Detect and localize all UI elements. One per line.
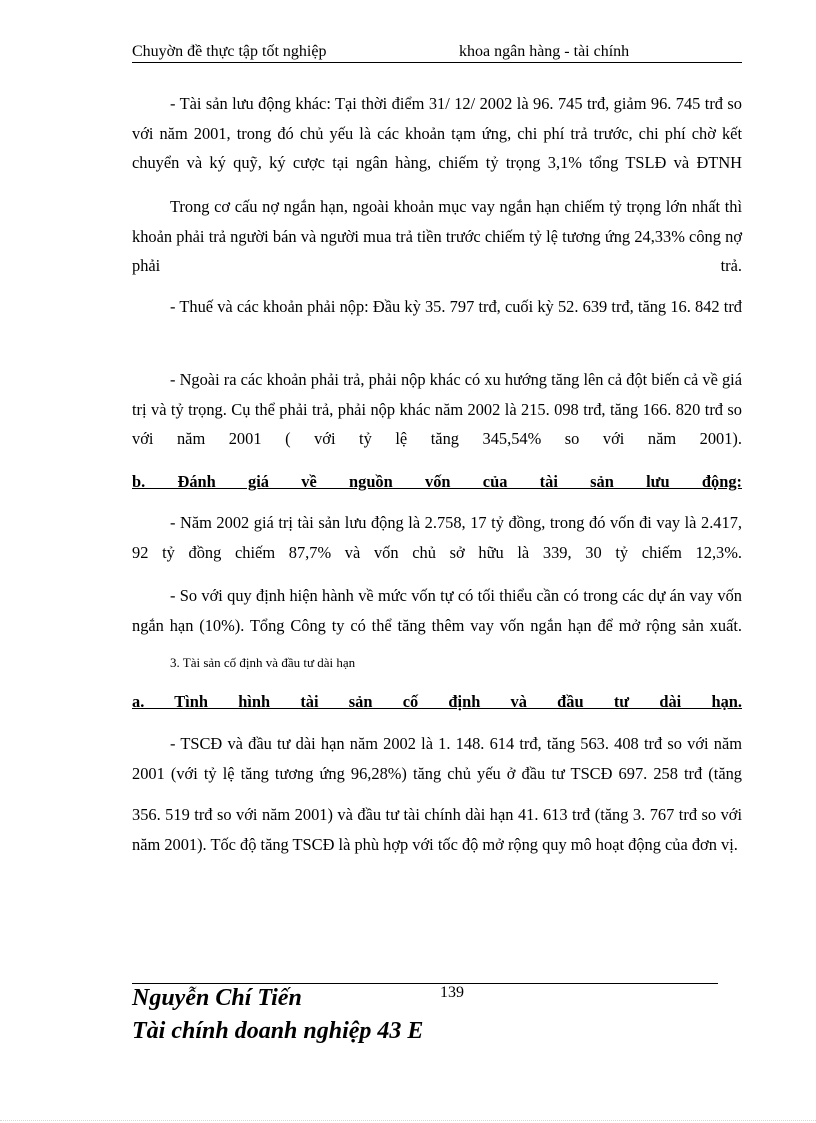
paragraph-other-current-assets: - Tài sản lưu động khác: Tại thời điểm 31/ 12/ 2002 là 96. 745 trđ, giảm 96. 745 trđ so với năm 2001, trong đó chủ yếu là các khoản tạm ứng, chi phí trả trước, chi phí chờ kết chuyển và ký quỹ, ký cược tại ngân hàng, chiếm tỷ trọng 3,1% tổng TSLĐ và ĐTNH <box>132 94 742 172</box>
page-number: 139 <box>440 984 464 1001</box>
paragraph-current-assets-funding: - Năm 2002 giá trị tài sản lưu động là 2.758, 17 tỷ đồng, trong đó vốn đi vay là 2.417, 92 tỷ đồng chiếm 87,7% và vốn chủ sở hữu là 339, 30 tỷ chiếm 12,3%. <box>132 513 742 562</box>
paragraph-fixed-assets-1: - TSCĐ và đầu tư dài hạn năm 2002 là 1. 148. 614 trđ, tăng 563. 408 trđ so với năm 2001 (với tỷ lệ tăng tương ứng 96,28%) tăng chủ yếu ở đầu tư TSCĐ 697. 258 trđ (tăng <box>132 734 742 783</box>
paragraph-short-term-debt: Trong cơ cấu nợ ngắn hạn, ngoài khoản mục vay ngắn hạn chiếm tỷ trọng lớn nhất thì khoản phải trả người bán và người mua trả tiền trước chiếm tỷ lệ tương ứng 24,33% công nợ phải trả. <box>132 197 742 275</box>
section-heading-b: b. Đánh giá về nguồn vốn của tài sản lưu động: <box>132 472 742 491</box>
header-faculty: khoa ngân hàng - tài chính <box>459 43 630 60</box>
footer-author: Nguyễn Chí Tiến <box>132 985 302 1011</box>
section-heading-a: a. Tình hình tài sản cố định và đầu tư dài hạn. <box>132 692 742 711</box>
page-header <box>132 40 742 64</box>
header-document-title: Chuyờn đề thực tập tốt nghiệp <box>132 43 327 60</box>
header-rule <box>132 62 742 63</box>
paragraph-taxes-payable: - Thuế và các khoản phải nộp: Đầu kỳ 35. 797 trđ, cuối kỳ 52. 639 trđ, tăng 16. 842 trđ <box>170 297 742 316</box>
page-bottom-border <box>0 1120 816 1121</box>
paragraph-minimum-equity: - So với quy định hiện hành về mức vốn tự có tối thiểu cần có trong các dự án vay vốn ngắn hạn (10%). Tổng Công ty có thể tăng thêm vay vốn ngắn hạn để mở rộng sản xuất. <box>132 586 742 635</box>
footer-rule <box>132 983 718 984</box>
section-heading-3: 3. Tài sản cố định và đầu tư dài hạn <box>170 655 356 670</box>
footer-class: Tài chính doanh nghiệp 43 E <box>132 1018 424 1044</box>
paragraph-other-payables: - Ngoài ra các khoản phải trả, phải nộp khác có xu hướng tăng lên cả đột biến cả về giá trị và tỷ trọng. Cụ thể phải trả, phải nộp khác năm 2002 là 215. 098 trđ, tăng 166. 820 trđ so với năm 2001 ( với tỷ lệ tăng 345,54% so với năm 2001). <box>132 370 742 448</box>
paragraph-fixed-assets-2: 356. 519 trđ so với năm 2001) và đầu tư tài chính dài hạn 41. 613 trđ (tăng 3. 767 trđ so với năm 2001). Tốc độ tăng TSCĐ là phù hợp với tốc độ mở rộng quy mô hoạt động của đơn vị. <box>132 805 742 854</box>
